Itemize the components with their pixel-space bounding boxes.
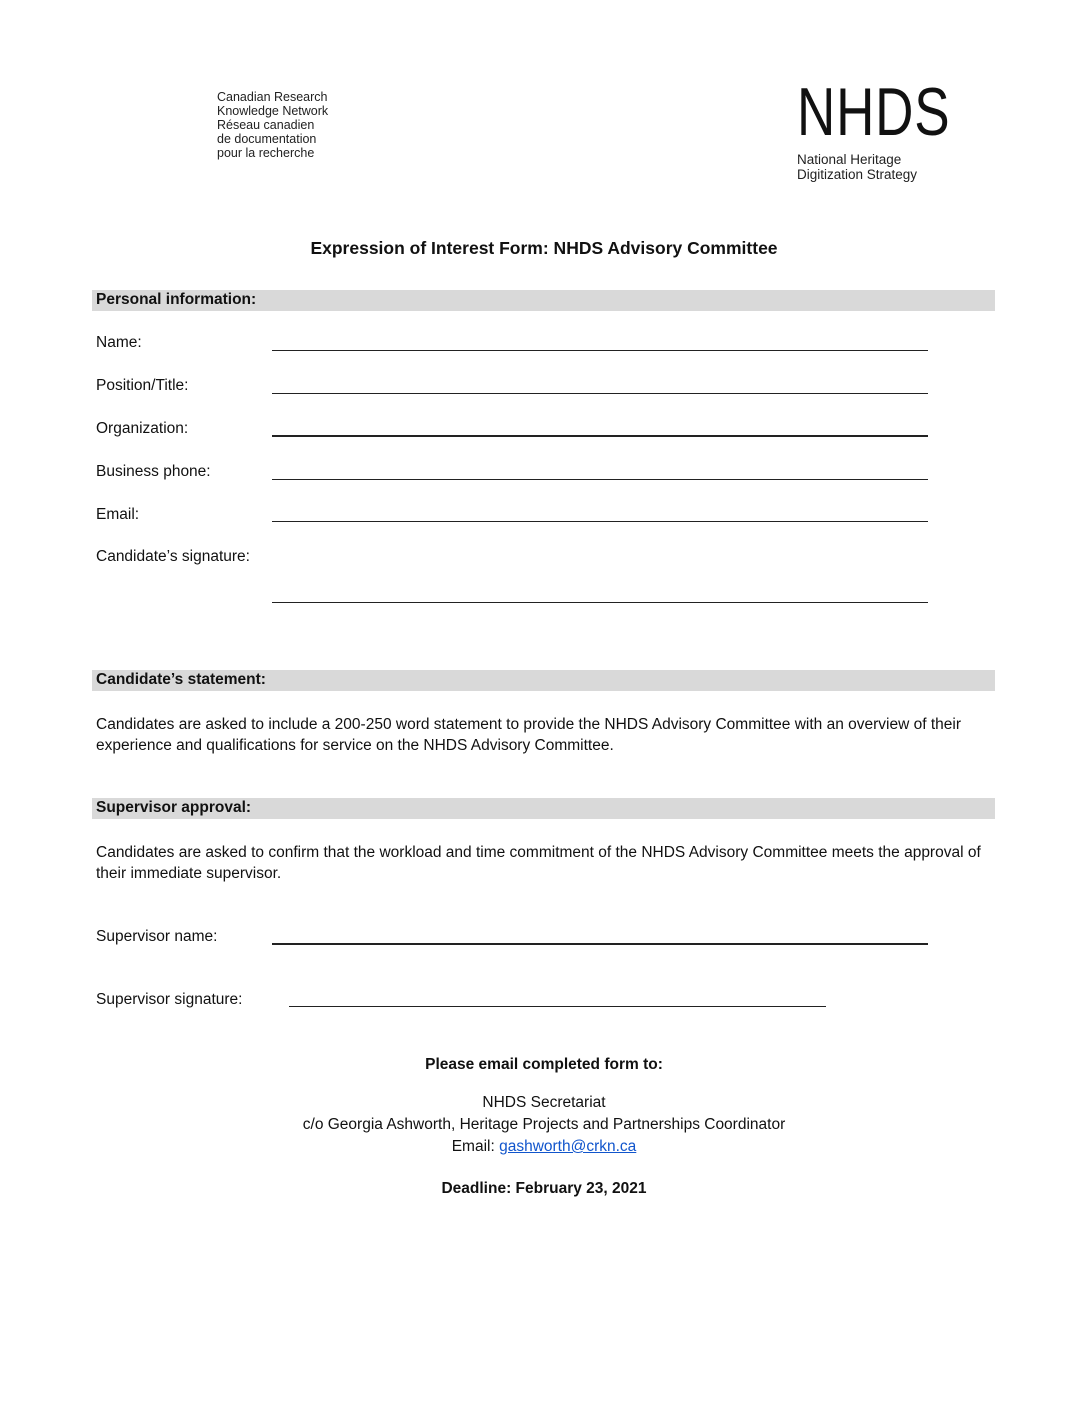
candidate-signature-field-line[interactable] <box>272 602 928 603</box>
section-personal-information <box>92 290 995 311</box>
crkn-line-3: Réseau canadien <box>217 118 315 132</box>
business-phone-field-line[interactable] <box>272 479 928 480</box>
crkn-wordmark <box>217 90 328 160</box>
organization-field-line[interactable] <box>272 435 928 437</box>
organization-label: Organization: <box>96 420 189 437</box>
nhds-logo-subtitle <box>797 152 917 182</box>
section-heading: Supervisor approval: <box>96 799 252 816</box>
candidate-signature-label: Candidate’s signature: <box>96 548 250 565</box>
email-instruction: Please email completed form to: <box>425 1056 663 1073</box>
section-heading: Personal information: <box>96 291 257 308</box>
nhds-logo-mark: NHDS <box>797 74 951 150</box>
name-label: Name: <box>96 334 142 351</box>
secretariat-contact: c/o Georgia Ashworth, Heritage Projects and Partnerships Coordinator <box>302 1116 786 1133</box>
section-supervisor-approval <box>92 798 995 819</box>
crkn-line-2: Knowledge Network <box>217 104 329 118</box>
supervisor-name-label: Supervisor name: <box>96 928 218 945</box>
supervisor-signature-field-line[interactable] <box>289 1006 826 1007</box>
statement-instructions: Candidates are asked to include a 200-250 word statement to provide the NHDS Advisory Committee with an overview of their experience and qualifications for service on the NHDS Advisory Committee. <box>96 716 961 754</box>
email-field-line[interactable] <box>272 521 928 522</box>
section-candidate-statement <box>92 670 995 691</box>
crkn-line-4: de documentation <box>217 132 317 146</box>
email-prefix: Email: <box>451 1138 500 1155</box>
deadline: Deadline: February 23, 2021 <box>441 1180 647 1197</box>
supervisor-instructions: Candidates are asked to confirm that the workload and time commitment of the NHDS Advisory Committee meets the approval of their immediate supervisor. <box>96 844 981 882</box>
email-link[interactable]: gashworth@crkn.ca <box>499 1138 637 1155</box>
supervisor-name-field-line[interactable] <box>272 943 928 945</box>
email-line <box>0 1136 1088 1158</box>
nhds-subtitle-line-1: National Heritage <box>797 152 902 167</box>
crkn-line-1: Canadian Research <box>217 90 328 104</box>
email-label: Email: <box>96 506 140 523</box>
section-heading: Candidate’s statement: <box>96 671 266 688</box>
supervisor-signature-label: Supervisor signature: <box>96 991 243 1008</box>
form-title: Expression of Interest Form: NHDS Advisory Committee <box>310 238 778 258</box>
name-field-line[interactable] <box>272 350 928 351</box>
position-title-field-line[interactable] <box>272 393 928 394</box>
nhds-subtitle-line-2: Digitization Strategy <box>797 167 918 182</box>
crkn-maple-leaf-logo <box>92 70 202 188</box>
position-title-label: Position/Title: <box>96 377 189 394</box>
crkn-line-5: pour la recherche <box>217 146 315 160</box>
secretariat-name: NHDS Secretariat <box>482 1094 606 1111</box>
business-phone-label: Business phone: <box>96 463 211 480</box>
